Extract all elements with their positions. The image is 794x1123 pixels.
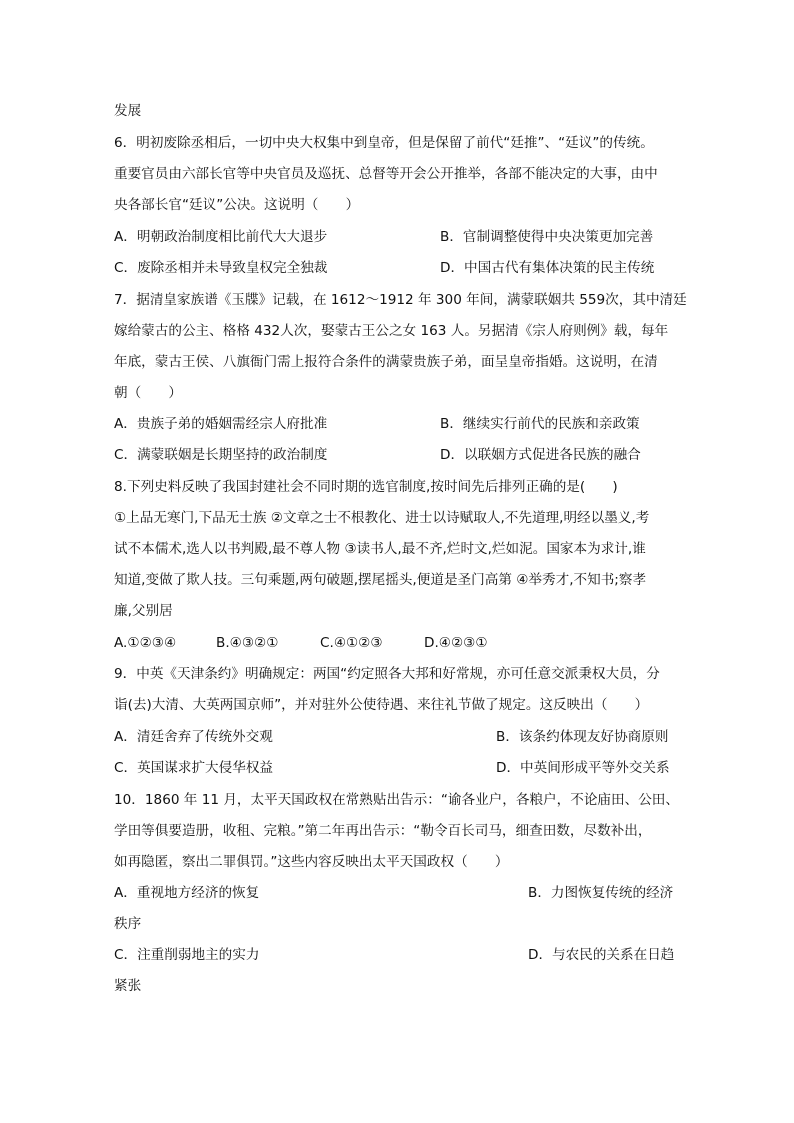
q7-option-c: C．满蒙联姻是长期坚持的政治制度 — [114, 447, 328, 463]
q9-option-d: D．中英间形成平等外交关系 — [496, 760, 670, 776]
q8-stem-line-2: ①上品无寒门,下品无士族 ②文章之士不根教化、进士以诗赋取人,不先道理,明经以墨义,考 — [114, 510, 650, 526]
q6-option-c: C．废除丞相并未导致皇权完全独裁 — [114, 260, 328, 276]
q9-option-b: B．该条约体现友好协商原则 — [496, 729, 669, 745]
q6-option-a: A．明朝政治制度相比前代大大退步 — [114, 229, 328, 245]
q7-options-row-2 — [114, 445, 682, 465]
q10-option-c: C．注重削弱地主的实力 — [114, 947, 260, 963]
q9-options-row-1 — [114, 727, 682, 747]
q8-options-row — [114, 633, 682, 653]
q7-stem-line-4: 朝（ ） — [114, 385, 182, 401]
q7-stem-line-3: 年底，蒙古王侯、八旗衙门需上报符合条件的满蒙贵族子弟，面呈皇帝指婚。这说明，在清 — [114, 354, 658, 370]
q7-option-b: B．继续实行前代的民族和亲政策 — [440, 416, 640, 432]
q7-option-d: D．以联姻方式促进各民族的融合 — [440, 447, 641, 463]
q6-stem-line-3: 央各部长官“廷议”公决。这说明（ ） — [114, 197, 360, 213]
q10-options-row-1 — [114, 883, 682, 903]
q6-stem-line-2: 重要官员由六部长官等中央官员及巡抚、总督等开会公开推举，各部不能决定的大事，由中 — [114, 166, 658, 182]
q6-option-b: B．官制调整使得中央决策更加完善 — [440, 229, 654, 245]
prev-question-tail: 发展 — [114, 103, 142, 119]
q10-stem-line-2: 学田等俱要造册，收租、完粮。”第二年再出告示：“勒令百长司马，细查田数，尽数补出， — [114, 823, 652, 839]
q10-options-row-2 — [114, 945, 682, 965]
q9-option-c: C．英国谋求扩大侵华权益 — [114, 760, 274, 776]
q10-stem-line-1: 10．1860 年 11 月，太平天国政权在常熟贴出告示：“谕各业户，各粮户，不论庙田、公田、 — [114, 792, 679, 808]
q7-option-a: A．贵族子弟的婚姻需经宗人府批准 — [114, 416, 328, 432]
q6-stem-line-1: 6．明初废除丞相后，一切中央大权集中到皇帝，但是保留了前代“廷推”、“廷议”的传统。 — [114, 135, 654, 151]
q8-option-c: C.④①②③ — [320, 635, 383, 651]
q10-option-a: A．重视地方经济的恢复 — [114, 885, 260, 901]
q10-option-d-continued: 紧张 — [114, 978, 142, 994]
q8-option-d: D.④②③① — [424, 635, 488, 651]
q10-stem-line-3: 如再隐匿，察出二罪俱罚。”这些内容反映出太平天国政权（ ） — [114, 854, 509, 870]
q8-stem-line-4: 知道,变做了欺人技。三句乘题,两句破题,摆尾摇头,便道是圣门高第 ④举秀才,不知书;察孝 — [114, 572, 647, 588]
q9-option-a: A．清廷舍弃了传统外交观 — [114, 729, 273, 745]
q6-options-row-1 — [114, 227, 682, 247]
q6-options-row-2 — [114, 258, 682, 278]
q6-option-d: D．中国古代有集体决策的民主传统 — [440, 260, 655, 276]
q10-option-d: D．与农民的关系在日趋 — [528, 947, 675, 963]
q7-options-row-1 — [114, 414, 682, 434]
q9-stem-line-2: 诣(去)大清、大英两国京师”，并对驻外公使待遇、来往礼节做了规定。这反映出（ ） — [114, 697, 649, 713]
q8-stem-line-3: 试不本儒术,选人以书判殿,最不尊人物 ③读书人,最不齐,烂时文,烂如泥。国家本为求计,谁 — [114, 541, 646, 557]
q8-stem-line-5: 廉,父别居 — [114, 603, 173, 619]
q7-stem-line-1: 7．据清皇家族谱《玉牒》记载，在 1612～1912 年 300 年间，满蒙联姻共 559次，其中清廷 — [114, 292, 687, 308]
q10-option-b-continued: 秩序 — [114, 916, 142, 932]
q10-option-b: B．力图恢复传统的经济 — [528, 885, 674, 901]
q9-options-row-2 — [114, 758, 682, 778]
q8-stem-line-1: 8.下列史料反映了我国封建社会不同时期的选官制度,按时间先后排列正确的是( ) — [114, 479, 618, 495]
q7-stem-line-2: 嫁给蒙古的公主、格格 432人次，娶蒙古王公之女 163 人。另据清《宗人府则例》载，每年 — [114, 323, 669, 339]
q8-option-b: B.④③②① — [216, 635, 279, 651]
q8-option-a: A.①②③④ — [114, 635, 177, 651]
q9-stem-line-1: 9．中英《天津条约》明确规定：两国“约定照各大邦和好常规，亦可任意交派秉权大员，分 — [114, 666, 660, 682]
